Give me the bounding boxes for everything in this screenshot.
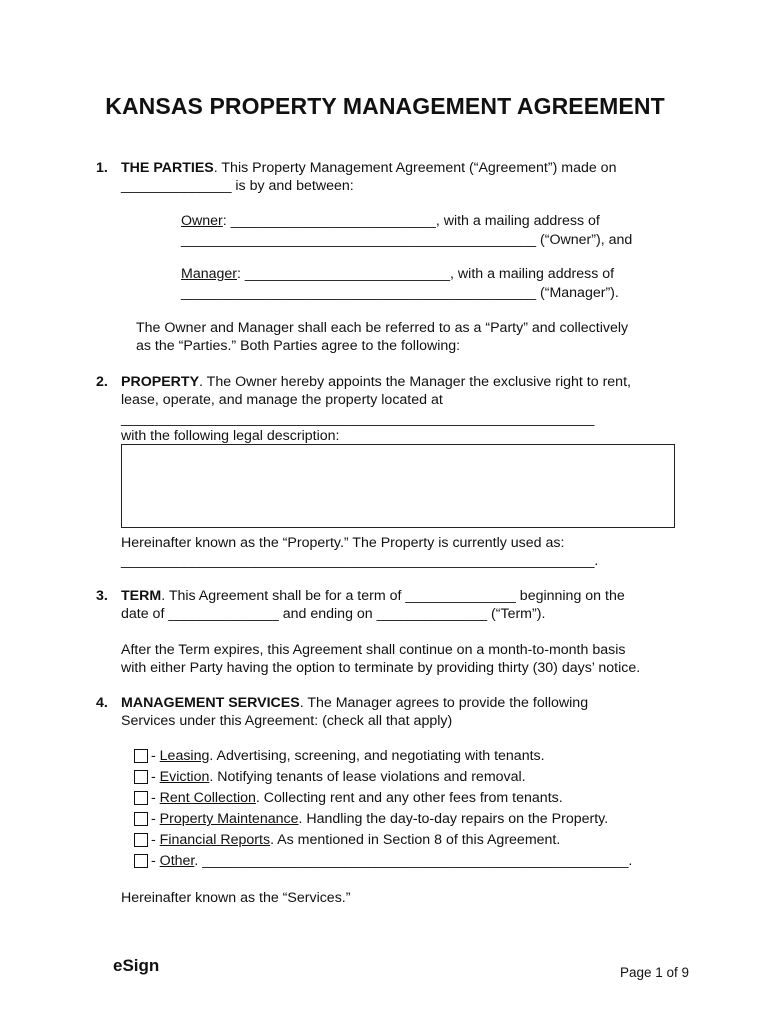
section-2-number: 2. xyxy=(96,374,108,390)
owner-line-1: Owner: __________________________, with a mailing address of xyxy=(181,213,600,229)
document-title: KANSAS PROPERTY MANAGEMENT AGREEMENT xyxy=(105,93,665,119)
property-address-blank: ____________________________________________________________ xyxy=(121,411,595,427)
property-use-line-1: Hereinafter known as the “Property.” The Property is currently used as: xyxy=(121,535,565,551)
section-1-line-1: THE PARTIES. This Property Management Agreement (“Agreement”) made on xyxy=(121,160,617,176)
service-item-other: - Other. ______________________________________________________. xyxy=(151,853,633,869)
section-3-line-2: date of ______________ and ending on ______________ (“Term”). xyxy=(121,606,546,622)
manager-line-1: Manager: __________________________, with a mailing address of xyxy=(181,266,615,282)
section-2-line-1: PROPERTY. The Owner hereby appoints the Manager the exclusive right to rent, xyxy=(121,374,631,390)
term-paragraph-line-2: with either Party having the option to terminate by providing thirty (30) days’ notice. xyxy=(121,660,641,676)
term-paragraph-line-1: After the Term expires, this Agreement shall continue on a month-to-month basis xyxy=(121,642,626,658)
leasing-checkbox[interactable] xyxy=(134,749,148,763)
service-item-rent-collection: - Rent Collection. Collecting rent and any other fees from tenants. xyxy=(151,790,563,806)
section-3-line-1: TERM. This Agreement shall be for a term of ______________ beginning on the xyxy=(121,588,625,604)
service-item-eviction: - Eviction. Notifying tenants of lease violations and removal. xyxy=(151,769,526,785)
parties-paragraph-line-2: as the “Parties.” Both Parties agree to the following: xyxy=(136,338,461,354)
section-4-line-2: Services under this Agreement: (check all that apply) xyxy=(121,713,453,729)
other-checkbox[interactable] xyxy=(134,854,148,868)
section-2-heading: PROPERTY xyxy=(121,374,200,390)
legal-description-box[interactable] xyxy=(121,444,675,528)
section-1-heading: THE PARTIES xyxy=(121,160,214,176)
section-3-heading: TERM xyxy=(121,588,162,604)
section-4-heading: MANAGEMENT SERVICES xyxy=(121,695,300,711)
eviction-checkbox[interactable] xyxy=(134,770,148,784)
owner-label: Owner xyxy=(181,213,223,229)
property-use-blank: ____________________________________________________________. xyxy=(121,553,599,569)
section-3-number: 3. xyxy=(96,588,108,604)
section-4-number: 4. xyxy=(96,695,108,711)
section-2-line-2: lease, operate, and manage the property located at xyxy=(121,392,443,408)
service-item-property-maintenance: - Property Maintenance. Handling the day-to-day repairs on the Property. xyxy=(151,811,609,827)
section-4-line-1: MANAGEMENT SERVICES. The Manager agrees to provide the following xyxy=(121,695,589,711)
legal-description-label: with the following legal description: xyxy=(121,428,340,444)
service-item-financial-reports: - Financial Reports. As mentioned in Section 8 of this Agreement. xyxy=(151,832,561,848)
manager-line-2: _____________________________________________ (“Manager”). xyxy=(181,285,619,301)
owner-line-2: _____________________________________________ (“Owner”), and xyxy=(181,232,633,248)
section-1-number: 1. xyxy=(96,160,108,176)
esign-logo: eSign xyxy=(113,956,160,975)
financial-reports-checkbox[interactable] xyxy=(134,833,148,847)
manager-label: Manager xyxy=(181,266,237,282)
property-maintenance-checkbox[interactable] xyxy=(134,812,148,826)
rent-collection-checkbox[interactable] xyxy=(134,791,148,805)
section-1-line-2: ______________ is by and between: xyxy=(121,178,354,194)
page-number: Page 1 of 9 xyxy=(620,965,690,980)
service-item-leasing: - Leasing. Advertising, screening, and negotiating with tenants. xyxy=(151,748,545,764)
services-footer: Hereinafter known as the “Services.” xyxy=(121,890,351,906)
parties-paragraph-line-1: The Owner and Manager shall each be referred to as a “Party” and collectively xyxy=(136,320,629,336)
